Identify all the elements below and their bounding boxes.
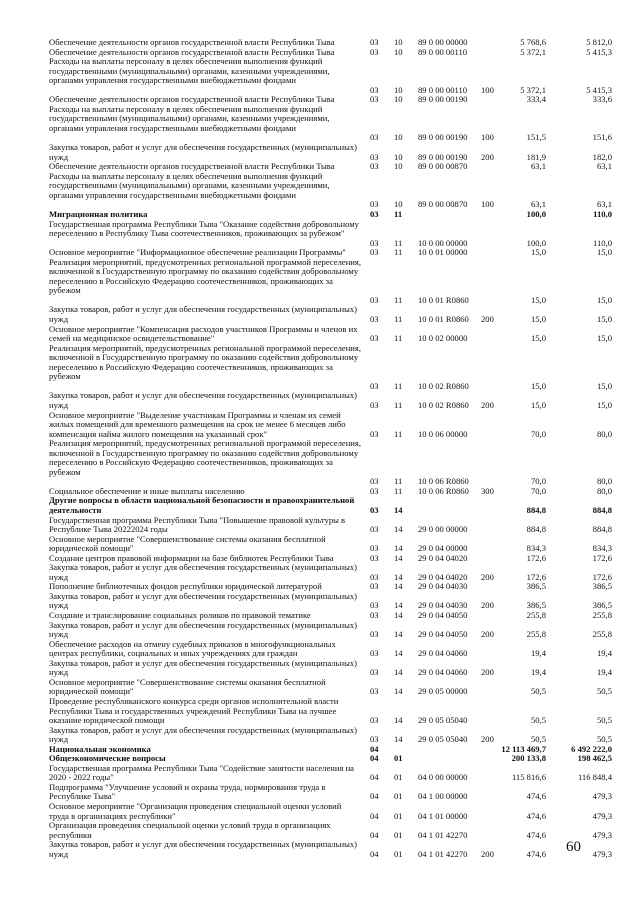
row-sum-first-year: 15,0: [530, 294, 546, 305]
row-sum-first-year: 333,4: [526, 94, 546, 105]
row-subsection: 14: [394, 581, 403, 592]
row-sum-second-year: 15,0: [596, 333, 612, 344]
row-name: Реализация мероприятий, предусмотренных региональной программой переселения, включенной в Государственную программу по оказанию содействия добровольному переселению в Российскую Федерацию соотечественников, проживающих за рубежом: [49, 342, 362, 382]
row-section: 03: [370, 84, 379, 95]
row-sum-second-year: 386,5: [592, 600, 612, 611]
table-row: [0, 535, 639, 554]
row-name: Закупка товаров, работ и услуг для обеспечения государственных (муниципальных) нужд: [49, 724, 357, 745]
row-target-article: 29 0 04 04030: [418, 581, 468, 592]
row-name: Социальное обеспечение и иные выплаты населению: [49, 485, 245, 496]
row-subsection: 10: [394, 84, 403, 95]
row-sum-second-year: 5 415,3: [586, 46, 612, 57]
row-subsection: 10: [394, 37, 403, 47]
row-subsection: 10: [394, 132, 403, 143]
row-sum-first-year: 5 372,1: [520, 84, 546, 95]
row-section: 03: [370, 543, 379, 554]
row-sum-second-year: 50,5: [596, 734, 612, 745]
row-subsection: 01: [394, 772, 403, 783]
row-section: 03: [370, 161, 379, 172]
row-subsection: 14: [394, 629, 403, 640]
row-subsection: 14: [394, 504, 403, 515]
row-subsection: 01: [394, 810, 403, 821]
page-number: 60: [566, 839, 581, 855]
row-name: Государственная программа Республики Тыва "Повышение правовой культуры в Республике Тыва 20222024 годы: [49, 514, 346, 535]
row-name: Закупка товаров, работ и услуг для обеспечения государственных (муниципальных) нужд: [49, 304, 357, 324]
row-section: 03: [370, 686, 379, 697]
row-section: 03: [370, 199, 379, 210]
row-name: Реализация мероприятий, предусмотренных региональной программой переселения, включенной в Государственную программу по оказанию содействия добровольному переселению в Российскую Федерацию соотечественников, проживающих за рубежом: [49, 256, 362, 296]
table-row: [0, 840, 639, 859]
row-section: 03: [370, 428, 379, 439]
row-name: Основное мероприятие "Выделение участникам Программы и членам их семей жилых помещений для временного размещения на срок не менее 6 месяцев либо компенсация найма жилого помещения на указанный срок": [49, 409, 346, 439]
row-sum-first-year: 15,0: [530, 247, 546, 258]
row-name: Реализация мероприятий, предусмотренных региональной программой переселения, включенной в Государственную программу по оказанию содействия добровольному переселению в Российскую Федерацию соотечественников, проживающих за рубежом: [49, 438, 362, 477]
row-sum-first-year: 474,6: [526, 791, 546, 802]
row-subsection: 14: [394, 543, 403, 554]
row-sum-first-year: 172,6: [526, 571, 546, 582]
row-sum-first-year: 15,0: [530, 313, 546, 324]
row-subsection: 14: [394, 715, 403, 726]
row-section: 04: [370, 829, 379, 840]
row-target-article: 10 0 02 00000: [418, 333, 468, 344]
row-subsection: 14: [394, 648, 403, 659]
row-sum-second-year: 479,3: [592, 848, 612, 859]
row-target-article: 29 0 05 05040: [418, 715, 468, 726]
row-subsection: 01: [394, 753, 403, 764]
row-name: Закупка товаров, работ и услуг для обеспечения государственных (муниципальных) нужд: [49, 619, 357, 640]
row-expense-type: 200: [481, 151, 494, 162]
table-row: [0, 305, 639, 324]
row-sum-first-year: 172,6: [526, 552, 546, 563]
row-target-article: 89 0 00 00110: [418, 46, 468, 57]
row-section: 03: [370, 294, 379, 305]
row-sum-first-year: 255,8: [526, 629, 546, 640]
row-target-article: 10 0 02 R0860: [418, 380, 469, 391]
table-row: [0, 344, 639, 392]
row-target-article: 04 1 00 00000: [418, 791, 468, 802]
table-row: [0, 105, 639, 143]
row-sum-second-year: 80,0: [596, 485, 612, 496]
row-subsection: 11: [394, 428, 403, 439]
row-sum-second-year: 151,6: [592, 132, 612, 143]
row-sum-second-year: 333,6: [592, 94, 612, 105]
row-sum-second-year: 479,3: [592, 810, 612, 821]
row-sum-first-year: 70,0: [530, 485, 546, 496]
table-row: [0, 640, 639, 659]
row-sum-first-year: 50,5: [530, 715, 546, 726]
row-sum-second-year: 884,8: [592, 524, 612, 535]
row-section: 03: [370, 524, 379, 535]
row-target-article: 89 0 00 00870: [418, 161, 468, 172]
row-target-article: 29 0 04 04060: [418, 648, 468, 659]
row-section: 03: [370, 94, 379, 105]
row-sum-second-year: 116 848,4: [577, 772, 612, 783]
row-name: Обеспечение расходов на отмену судебных приказов в многофункциональных центрах республики, социальных и иных учреждениях для граждан: [49, 638, 336, 659]
row-name: Закупка товаров, работ и услуг для обеспечения государственных (муниципальных) нужд: [49, 390, 357, 410]
row-sum-second-year: 15,0: [596, 399, 612, 410]
row-section: 04: [370, 810, 379, 821]
row-target-article: 10 0 00 00000: [418, 237, 468, 248]
row-expense-type: 100: [481, 199, 494, 210]
row-name: Основное мероприятие "Совершенствование системы оказания бесплатной юридической помощи": [49, 676, 326, 697]
row-subsection: 11: [394, 237, 403, 248]
row-sum-first-year: 255,8: [526, 610, 546, 620]
row-section: 03: [370, 37, 379, 47]
row-sum-second-year: 255,8: [592, 629, 612, 640]
row-section: 03: [370, 132, 379, 143]
row-target-article: 10 0 01 R0860: [418, 313, 469, 324]
row-sum-second-year: 834,3: [592, 543, 612, 554]
row-target-article: 29 0 04 04060: [418, 667, 468, 678]
row-subsection: 11: [394, 333, 403, 344]
table-row: [0, 220, 639, 249]
row-sum-second-year: 19,4: [596, 667, 612, 678]
row-subsection: 11: [394, 313, 403, 324]
row-section: 03: [370, 648, 379, 659]
row-section: 03: [370, 734, 379, 745]
table-row: [0, 57, 639, 95]
row-name: Расходы на выплаты персоналу в целях обеспечения выполнения функций государственными (муниципальными) органами, казенными учреждениями, органами управления государственными внебюджетными фондами: [49, 56, 330, 86]
row-section: 03: [370, 571, 379, 582]
row-name: Закупка товаров, работ и услуг для обеспечения государственных (муниципальных) нужд: [49, 562, 357, 582]
row-section: 03: [370, 247, 379, 258]
table-row: [0, 143, 639, 162]
row-section: 03: [370, 581, 379, 592]
row-target-article: 10 0 06 00000: [418, 428, 468, 439]
row-name: Основное мероприятие "Организация проведения специальной оценки условий труда в организациях республики": [49, 801, 342, 821]
row-name: Национальная экономика: [49, 743, 151, 754]
row-subsection: 14: [394, 600, 403, 611]
row-sum-first-year: 884,8: [526, 524, 546, 535]
row-name: Обеспечение деятельности органов государственной власти Республики Тыва: [49, 37, 335, 47]
row-sum-second-year: 386,5: [592, 581, 612, 592]
row-subsection: 11: [394, 208, 403, 219]
row-target-article: 29 0 04 04020: [418, 552, 468, 563]
row-sum-first-year: 5 372,1: [520, 46, 546, 57]
row-section: 03: [370, 552, 379, 563]
row-name: Расходы на выплаты персоналу в целях обеспечения выполнения функций государственными (муниципальными) органами, казенными учреждениями, органами управления государственными внебюджетными фондами: [49, 103, 330, 133]
table-row: [0, 516, 639, 535]
table-row: [0, 697, 639, 726]
row-target-article: 29 0 04 04050: [418, 629, 468, 640]
table-row: [0, 439, 639, 487]
row-sum-second-year: 63,1: [596, 199, 612, 210]
row-target-article: 10 0 01 R0860: [418, 294, 469, 305]
row-sum-first-year: 15,0: [530, 399, 546, 410]
row-expense-type: 200: [481, 600, 494, 611]
row-target-article: 89 0 00 00110: [418, 84, 468, 95]
row-name: Государственная программа Республики Тыва "Оказание содействия добровольному переселению в Республику Тыва соотечественников, проживающих за рубежом": [49, 218, 359, 239]
row-name: Создание и транслирование социальных роликов по правовой тематике: [49, 610, 311, 620]
table-row: [0, 764, 639, 783]
row-expense-type: 200: [481, 313, 494, 324]
row-expense-type: 200: [481, 399, 494, 410]
row-section: 03: [370, 667, 379, 678]
row-subsection: 14: [394, 686, 403, 697]
row-sum-first-year: 386,5: [526, 600, 546, 611]
row-sum-second-year: 80,0: [596, 428, 612, 439]
row-sum-second-year: 5 812,0: [586, 37, 612, 47]
row-sum-first-year: 474,6: [526, 810, 546, 821]
row-target-article: 10 0 02 R0860: [418, 399, 469, 410]
row-sum-second-year: 5 415,3: [586, 84, 612, 95]
row-target-article: 29 0 04 04030: [418, 600, 468, 611]
row-sum-first-year: 19,4: [530, 648, 546, 659]
row-sum-second-year: 15,0: [596, 313, 612, 324]
row-subsection: 14: [394, 571, 403, 582]
row-name: Проведение республиканского конкурса среди органов исполнительной власти Республики Тыва и государственных учреждений Республики Тыва на лучшее оказание юридической помощи: [49, 696, 339, 726]
row-subsection: 11: [394, 399, 403, 410]
row-expense-type: 100: [481, 132, 494, 143]
row-name: Обеспечение деятельности органов государственной власти Республики Тыва: [49, 161, 335, 172]
row-section: 03: [370, 46, 379, 57]
table-row: [0, 391, 639, 410]
row-sum-first-year: 70,0: [530, 476, 546, 487]
row-sum-second-year: 172,6: [592, 571, 612, 582]
row-target-article: 89 0 00 00870: [418, 199, 468, 210]
table-row: [0, 592, 639, 611]
row-section: 03: [370, 485, 379, 496]
table-row: [0, 802, 639, 821]
row-sum-second-year: 182,0: [592, 151, 612, 162]
row-section: 03: [370, 208, 379, 219]
row-target-article: 89 0 00 00190: [418, 151, 468, 162]
row-section: 03: [370, 399, 379, 410]
row-subsection: 14: [394, 610, 403, 620]
row-sum-first-year: 63,1: [530, 161, 546, 172]
row-section: 03: [370, 380, 379, 391]
row-target-article: 10 0 06 R0860: [418, 485, 469, 496]
row-section: 03: [370, 237, 379, 248]
row-target-article: 29 0 05 00000: [418, 686, 468, 697]
row-section: 03: [370, 610, 379, 620]
row-sum-second-year: 884,8: [592, 504, 612, 515]
row-expense-type: 100: [481, 84, 494, 95]
row-section: 03: [370, 151, 379, 162]
row-sum-second-year: 80,0: [596, 476, 612, 487]
row-subsection: 01: [394, 791, 403, 802]
row-name: Миграционная политика: [49, 208, 148, 219]
row-sum-second-year: 110,0: [593, 208, 612, 219]
row-name: Создание центров правовой информации на базе библиотек Республики Тыва: [49, 552, 334, 563]
row-sum-first-year: 151,5: [526, 132, 546, 143]
row-sum-first-year: 884,8: [526, 504, 546, 515]
row-sum-first-year: 50,5: [530, 734, 546, 745]
row-subsection: 10: [394, 161, 403, 172]
row-name: Общеэкономические вопросы: [49, 753, 166, 764]
row-sum-second-year: 255,8: [592, 610, 612, 620]
row-expense-type: 200: [481, 629, 494, 640]
row-sum-first-year: 100,0: [526, 208, 546, 219]
row-sum-first-year: 115 816,6: [511, 772, 546, 783]
row-section: 03: [370, 600, 379, 611]
row-target-article: 10 0 01 00000: [418, 247, 468, 258]
row-subsection: 14: [394, 667, 403, 678]
row-sum-second-year: 15,0: [596, 294, 612, 305]
table-row: [0, 783, 639, 802]
row-section: 03: [370, 629, 379, 640]
row-subsection: 11: [394, 476, 403, 487]
table-row: [0, 172, 639, 210]
row-sum-second-year: 479,3: [592, 791, 612, 802]
row-subsection: 11: [394, 294, 403, 305]
row-target-article: 89 0 00 00190: [418, 94, 468, 105]
row-name: Другие вопросы в области национальной безопасности и правоохранительной деятельности: [49, 495, 355, 515]
row-target-article: 89 0 00 00190: [418, 132, 468, 143]
row-target-article: 29 0 04 04020: [418, 571, 468, 582]
row-section: 04: [370, 791, 379, 802]
row-name: Расходы на выплаты персоналу в целях обеспечения выполнения функций государственными (муниципальными) органами, казенными учреждениями, органами управления государственными внебюджетными фондами: [49, 170, 330, 200]
row-sum-second-year: 15,0: [596, 380, 612, 391]
row-expense-type: 200: [481, 848, 494, 859]
row-name: Подпрограмма "Улучшение условий и охраны труда, нормирования труда в Республике Тыва": [49, 781, 326, 802]
row-name: Обеспечение деятельности органов государственной власти Республики Тыва: [49, 94, 335, 105]
row-sum-second-year: 63,1: [596, 161, 612, 172]
row-sum-first-year: 15,0: [530, 333, 546, 344]
row-name: Закупка товаров, работ и услуг для обеспечения государственных (муниципальных) нужд: [49, 839, 357, 859]
row-subsection: 10: [394, 46, 403, 57]
row-sum-first-year: 12 113 469,7: [501, 743, 546, 754]
row-sum-second-year: 50,5: [596, 715, 612, 726]
row-sum-first-year: 70,0: [530, 428, 546, 439]
row-subsection: 01: [394, 848, 403, 859]
row-subsection: 11: [394, 485, 403, 496]
row-subsection: 11: [394, 247, 403, 258]
row-section: 04: [370, 848, 379, 859]
row-section: 03: [370, 313, 379, 324]
row-subsection: 01: [394, 829, 403, 840]
row-target-article: 29 0 04 00000: [418, 543, 468, 554]
row-sum-second-year: 172,6: [592, 552, 612, 563]
row-sum-first-year: 474,6: [526, 829, 546, 840]
row-subsection: 14: [394, 552, 403, 563]
table-row: [0, 258, 639, 306]
row-subsection: 10: [394, 199, 403, 210]
row-sum-second-year: 198 462,5: [577, 753, 612, 764]
row-section: 03: [370, 504, 379, 515]
row-target-article: 29 0 00 00000: [418, 524, 468, 535]
row-section: 03: [370, 715, 379, 726]
row-sum-first-year: 15,0: [530, 380, 546, 391]
row-sum-second-year: 50,5: [596, 686, 612, 697]
row-name: Закупка товаров, работ и услуг для обеспечения государственных (муниципальных) нужд: [49, 142, 357, 162]
row-name: Пополнение библиотечных фондов республики юридической литературой: [49, 581, 322, 592]
row-target-article: 29 0 04 04050: [418, 610, 468, 620]
row-expense-type: 200: [481, 571, 494, 582]
row-subsection: 11: [394, 380, 403, 391]
row-name: Обеспечение деятельности органов государственной власти Республики Тыва: [49, 46, 335, 57]
table-row: [0, 621, 639, 640]
row-subsection: 14: [394, 734, 403, 745]
row-sum-second-year: 19,4: [596, 648, 612, 659]
row-sum-first-year: 50,5: [530, 686, 546, 697]
table-row: [0, 563, 639, 582]
row-expense-type: 200: [481, 734, 494, 745]
row-subsection: 14: [394, 524, 403, 535]
row-name: Закупка товаров, работ и услуг для обеспечения государственных (муниципальных) нужд: [49, 590, 357, 611]
table-row: [0, 821, 639, 840]
table-row: [0, 325, 639, 344]
row-name: Государственная программа Республики Тыва "Содействие занятости населения на 2020 - 2022 годы": [49, 762, 354, 783]
row-section: 03: [370, 333, 379, 344]
table-row: [0, 678, 639, 697]
row-section: 03: [370, 476, 379, 487]
row-section: 04: [370, 743, 379, 754]
row-subsection: 10: [394, 94, 403, 105]
row-target-article: 04 1 01 42270: [418, 848, 468, 859]
row-target-article: 04 0 00 00000: [418, 772, 468, 783]
row-target-article: 04 1 01 42270: [418, 829, 468, 840]
table-row: [0, 411, 639, 440]
row-sum-first-year: 200 133,8: [511, 753, 546, 764]
row-target-article: 04 1 01 00000: [418, 810, 468, 821]
row-sum-second-year: 15,0: [596, 247, 612, 258]
row-sum-first-year: 386,5: [526, 581, 546, 592]
row-name: Закупка товаров, работ и услуг для обеспечения государственных (муниципальных) нужд: [49, 657, 357, 678]
row-sum-second-year: 110,0: [592, 237, 612, 248]
row-sum-second-year: 6 492 222,0: [571, 743, 612, 754]
row-expense-type: 300: [481, 485, 494, 496]
table-row: [0, 659, 639, 678]
row-name: Основное мероприятие "Компенсация расходов участников Программы и членов их семей на медицинское освидетельствование": [49, 323, 358, 344]
row-name: Основное мероприятие "Совершенствование системы оказания бесплатной юридической помощи": [49, 533, 326, 554]
row-section: 04: [370, 753, 379, 764]
row-target-article: 29 0 05 05040: [418, 734, 468, 745]
row-sum-first-year: 100,0: [526, 237, 546, 248]
row-sum-first-year: 19,4: [530, 667, 546, 678]
row-subsection: 10: [394, 151, 403, 162]
table-row: [0, 726, 639, 745]
row-target-article: 10 0 06 R0860: [418, 476, 469, 487]
row-sum-first-year: 181,9: [526, 151, 546, 162]
table-row: [0, 496, 639, 515]
row-sum-first-year: 474,6: [526, 848, 546, 859]
row-sum-first-year: 834,3: [526, 543, 546, 554]
row-name: Основное мероприятие "Информационное обеспечение реализации Программы": [49, 247, 346, 258]
row-target-article: 89 0 00 00000: [418, 37, 468, 47]
row-name: Организация проведения специальной оценки условий труда в организациях республики: [49, 820, 331, 840]
row-sum-first-year: 63,1: [530, 199, 546, 210]
row-expense-type: 200: [481, 667, 494, 678]
row-sum-second-year: 479,3: [592, 829, 612, 840]
row-sum-first-year: 5 768,6: [520, 37, 546, 47]
row-section: 04: [370, 772, 379, 783]
